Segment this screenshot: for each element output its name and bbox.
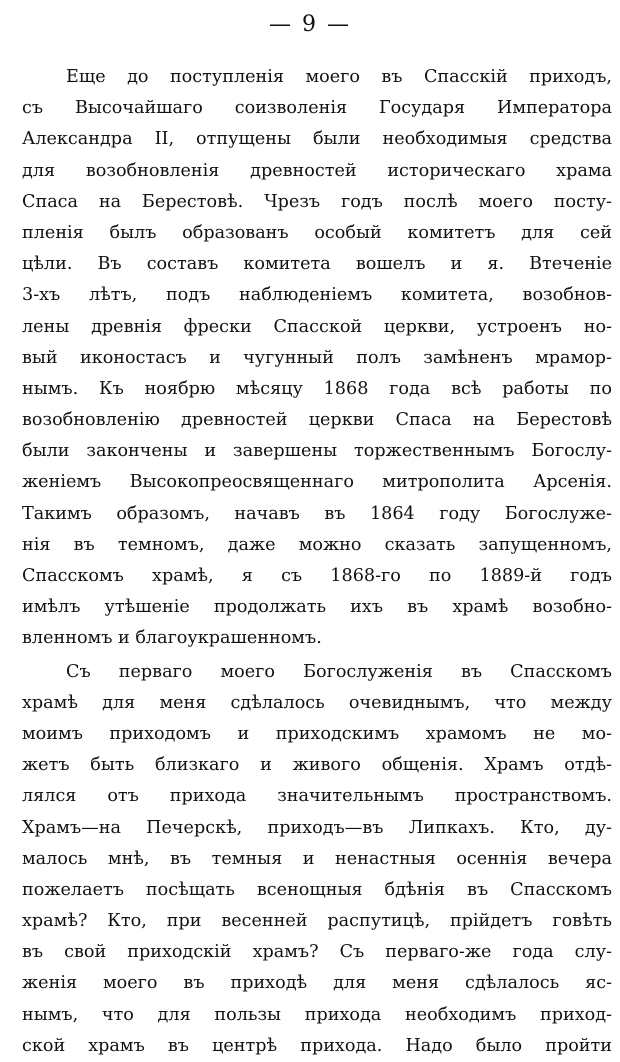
text-line: 3-хъ лѣтъ, подъ наблюденіемъ комитета, возобнов- <box>22 285 612 306</box>
text-line: женіемъ Высокопреосвященнаго митрополита Арсенія. <box>22 472 612 493</box>
page-number: — 9 — <box>269 12 351 37</box>
text-line: Еще до поступленія моего въ Спасскій приходъ, <box>66 67 612 87</box>
text-line: храмѣ для меня сдѣлалось очевиднымъ, что между <box>22 692 612 713</box>
text-line: имѣлъ утѣшеніе продолжать ихъ въ храмѣ возобно- <box>22 597 612 618</box>
text-line: нымъ. Къ ноябрю мѣсяцу 1868 года всѣ работы по <box>22 378 612 399</box>
text-line: съ Высочайшаго соизволенія Государя Императора <box>22 98 612 119</box>
text-line: моимъ приходомъ и приходскимъ храмомъ не мо- <box>22 723 612 744</box>
text-line: Храмъ—на Печерскѣ, приходъ—въ Липкахъ. Кто, ду- <box>22 817 612 838</box>
text-line: для возобновленія древностей историческаго храма <box>22 160 612 181</box>
body-text <box>22 62 612 1062</box>
paragraph-2 <box>22 657 612 1062</box>
text-line: лены древнія фрески Спасской церкви, устроенъ но- <box>22 316 612 337</box>
text-line: пленія былъ образованъ особый комитетъ для сей <box>22 222 612 243</box>
paragraph-1 <box>22 62 612 655</box>
text-line: вый иконостасъ и чугунный полъ замѣненъ мрамор- <box>22 347 612 368</box>
text-line: Спаса на Берестовѣ. Чрезъ годъ послѣ моего посту- <box>22 191 612 212</box>
text-line: цѣли. Въ составъ комитета вошелъ и я. Втеченіе <box>22 254 612 275</box>
text-line: въ свой приходскій храмъ? Съ перваго-же года слу- <box>22 942 612 963</box>
text-line: малось мнѣ, въ темныя и ненастныя осеннія вечера <box>22 848 612 869</box>
text-line: возобновленію древностей церкви Спаса на Берестовѣ <box>22 410 612 431</box>
text-line: лялся отъ прихода значительнымъ пространствомъ. <box>22 786 612 807</box>
text-line: женія моего въ приходѣ для меня сдѣлалось яс- <box>22 973 612 994</box>
text-line: ской храмъ въ центрѣ прихода. Надо было пройти <box>22 1035 612 1056</box>
text-line: вленномъ и благоукрашенномъ. <box>22 628 322 649</box>
text-line: нія въ темномъ, даже можно сказать запущенномъ, <box>22 534 612 555</box>
text-line: Съ перваго моего Богослуженія въ Спасскомъ <box>66 661 612 682</box>
text-line: пожелаетъ посѣщать всенощныя бдѣнія въ Спасскомъ <box>22 879 612 900</box>
text-line: Спасскомъ храмѣ, я съ 1868-го по 1889-й годъ <box>22 566 612 586</box>
text-line: нымъ, что для пользы прихода необходимъ приход- <box>22 1004 612 1025</box>
text-line: Такимъ образомъ, начавъ въ 1864 году Богослуже- <box>22 503 612 524</box>
text-line: жетъ быть близкаго и живого общенія. Храмъ отдѣ- <box>22 755 612 776</box>
text-line: храмѣ? Кто, при весенней распутицѣ, прійдетъ говѣть <box>22 911 612 932</box>
text-line: были закончены и завершены торжественнымъ Богослу- <box>22 441 612 462</box>
text-line: Александра II, отпущены были необходимыя средства <box>22 129 612 150</box>
